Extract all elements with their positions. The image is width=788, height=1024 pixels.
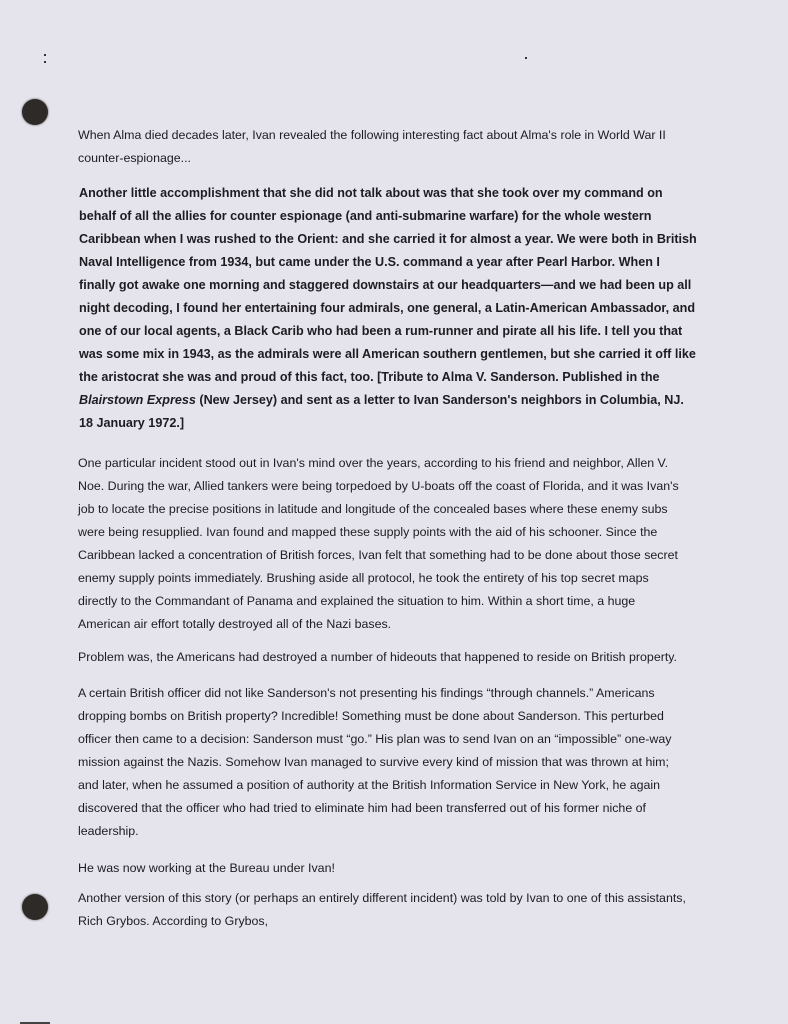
text-line: discovered that the officer who had tried to eliminate him had been transferred out of his former niche of (78, 801, 646, 815)
text-line: Another version of this story (or perhaps an entirely different incident) was told by Ivan to one of this assistants, (78, 891, 686, 905)
scan-speck (525, 57, 527, 59)
paragraph (78, 452, 718, 636)
text-line: leadership. (78, 824, 139, 838)
text-segment: (New Jersey) and sent as a letter to Ivan Sanderson's neighbors in Columbia, NJ. (195, 393, 684, 407)
punch-hole-bottom (22, 894, 48, 920)
text-line: Problem was, the Americans had destroyed a number of hideouts that happened to reside on British property. (78, 650, 677, 664)
text-line: job to locate the precise positions in latitude and longitude of the concealed bases where these enemy subs (78, 502, 668, 516)
text-line: Another little accomplishment that she did not talk about was that she took over my command on (79, 186, 663, 200)
text-line: Noe. During the war, Allied tankers were being torpedoed by U-boats off the coast of Florida, and it was Ivan's (78, 479, 679, 493)
paragraph (78, 682, 718, 843)
text-line: finally got awake one morning and staggered downstairs at our headquarters—and we had been up all (79, 278, 692, 292)
text-line: When Alma died decades later, Ivan revealed the following interesting fact about Alma's role in World War II (78, 128, 666, 142)
text-line: Rich Grybos. According to Grybos, (78, 914, 269, 928)
block-quote-paragraph (79, 182, 719, 435)
text-line: He was now working at the Bureau under Ivan! (78, 861, 335, 875)
text-line: behalf of all the allies for counter espionage (and anti-submarine warfare) for the whole western (79, 209, 652, 223)
text-line: dropping bombs on British property? Incredible! Something must be done about Sanderson. This perturbed (78, 709, 664, 723)
punch-hole-top (22, 99, 48, 125)
text-line: 18 January 1972.] (79, 416, 185, 430)
paragraph (78, 857, 718, 880)
text-line: A certain British officer did not like Sanderson's not presenting his findings “through channels.” Americans (78, 686, 655, 700)
text-line: Caribbean when I was rushed to the Orient: and she carried it for almost a year. We were both in British (79, 232, 697, 246)
text-line: and later, when he assumed a position of authority at the British Information Service in New York, he again (78, 778, 661, 792)
text-line: Naval Intelligence from 1934, but came under the U.S. command a year after Pearl Harbor. When I (79, 255, 660, 269)
paragraph (78, 646, 718, 669)
text-line: American air effort totally destroyed all of the Nazi bases. (78, 617, 392, 631)
publication-title: Blairstown Express (79, 393, 196, 407)
text-line: was some mix in 1943, as the admirals were all American southern gentlemen, but she carried it off like (79, 347, 696, 361)
text-line: one of our local agents, a Black Carib who had been a rum-runner and pirate all his life. I tell you that (79, 324, 683, 338)
text-line: counter-espionage... (78, 151, 191, 165)
paragraph (78, 124, 718, 170)
text-line: directly to the Commandant of Panama and explained the situation to him. Within a short time, a huge (78, 594, 636, 608)
text-line: officer then came to a decision: Sanderson must “go.” His plan was to send Ivan on an “impossible” one-way (78, 732, 672, 746)
text-line: Caribbean lacked a concentration of British forces, Ivan felt that something had to be done about those secret (78, 548, 678, 562)
text-line: the aristocrat she was and proud of this fact, too. [Tribute to Alma V. Sanderson. Published in the (79, 370, 660, 384)
text-line (79, 389, 719, 412)
scan-speck (44, 54, 46, 56)
paragraph (78, 887, 718, 933)
scan-speck (44, 61, 46, 63)
text-line: One particular incident stood out in Ivan's mind over the years, according to his friend and neighbor, Allen V. (78, 456, 669, 470)
text-line: enemy supply points immediately. Brushing aside all protocol, he took the entirety of his top secret maps (78, 571, 649, 585)
text-line: were being resupplied. Ivan found and mapped these supply points with the aid of his schooner. Since the (78, 525, 658, 539)
text-line: mission against the Nazis. Somehow Ivan managed to survive every kind of mission that was thrown at him; (78, 755, 669, 769)
text-line: night decoding, I found her entertaining four admirals, one general, a Latin-American Ambassador, and (79, 301, 696, 315)
